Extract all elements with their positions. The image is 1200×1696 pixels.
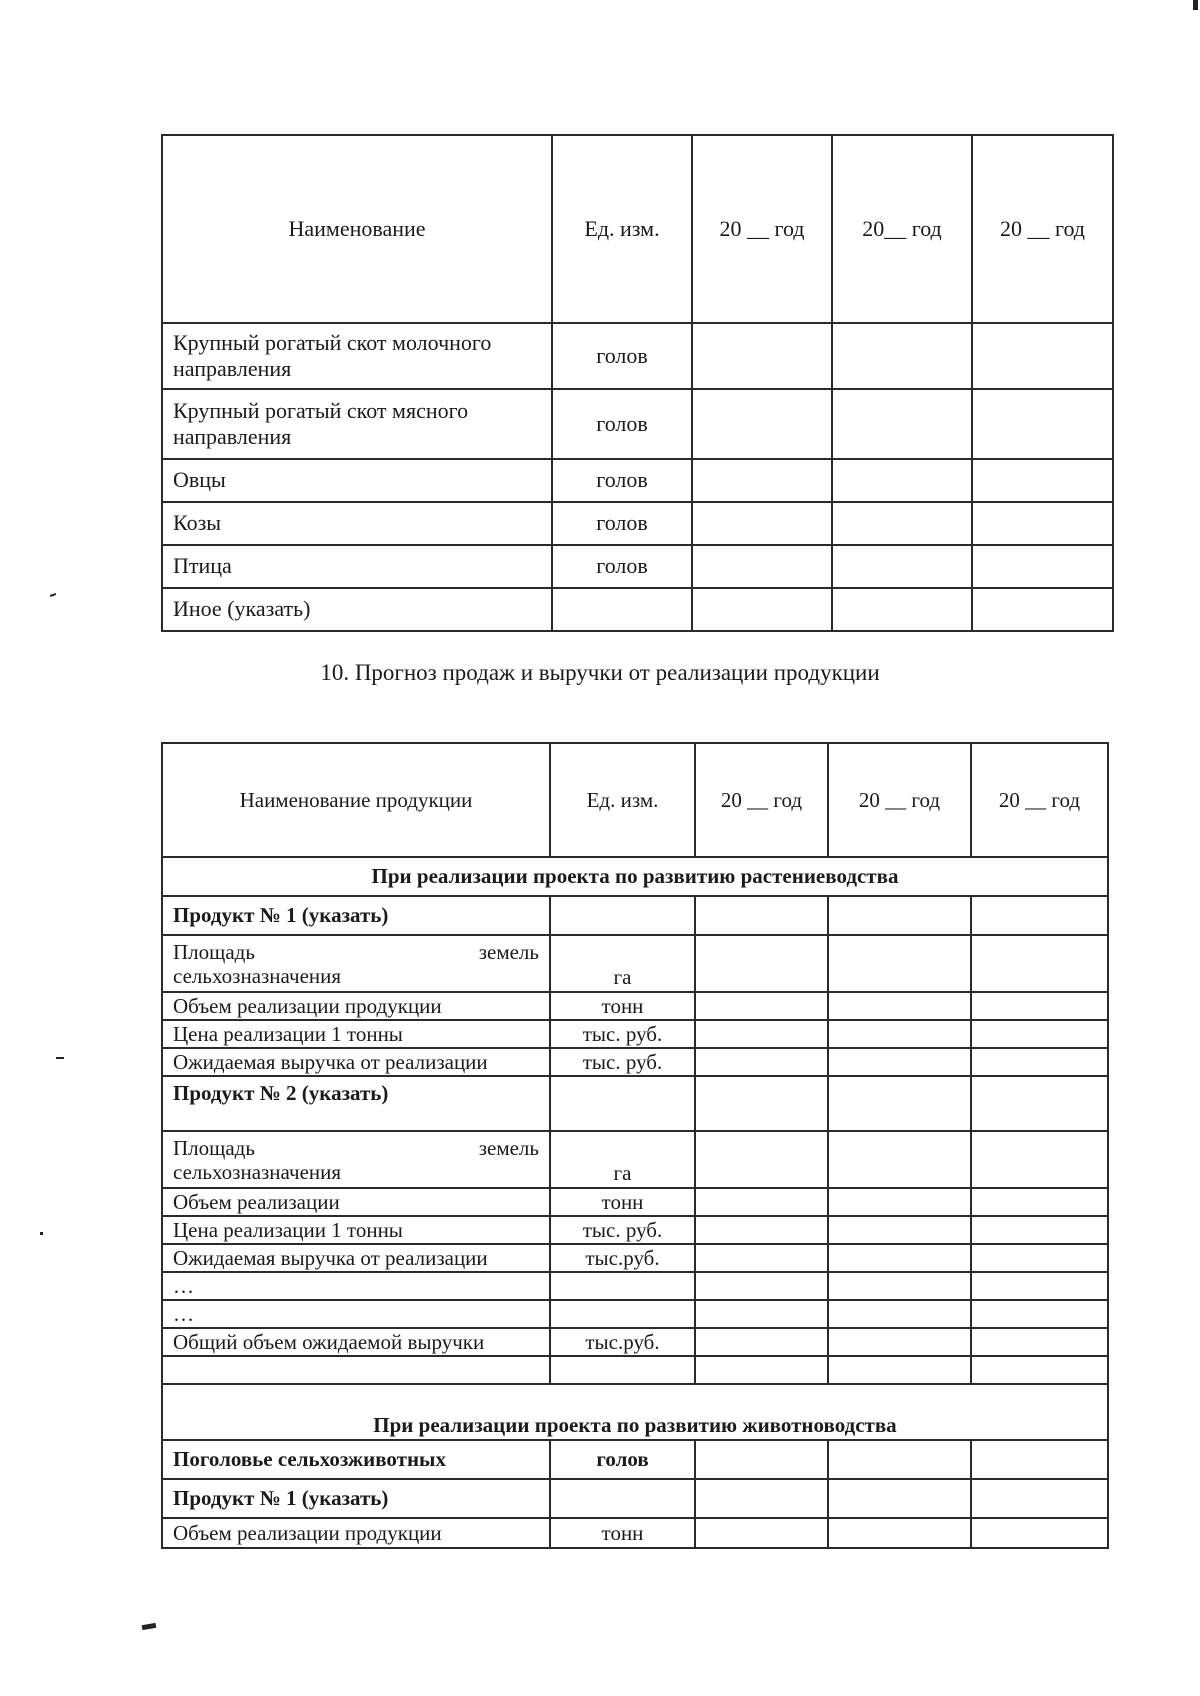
header-unit: Ед. изм. — [550, 743, 695, 857]
row-unit: тыс. руб. — [550, 1048, 695, 1076]
year-cell[interactable] — [692, 545, 832, 588]
row-name: Ожидаемая выручка от реализации — [162, 1048, 550, 1076]
year-cell[interactable] — [832, 502, 972, 545]
year-cell[interactable] — [972, 323, 1113, 389]
header-year-2: 20__ год — [832, 135, 972, 323]
product-title: Продукт № 1 (указать) — [162, 896, 550, 935]
table-row — [162, 1328, 1108, 1356]
year-cell[interactable] — [971, 1440, 1108, 1479]
row-name-part: сельхозназначения — [173, 964, 342, 989]
year-cell[interactable] — [692, 389, 832, 459]
table-row — [162, 1244, 1108, 1272]
year-cell[interactable] — [828, 1076, 971, 1131]
header-year-3: 20 __ год — [972, 135, 1113, 323]
table-row — [162, 1216, 1108, 1244]
header-year-2: 20 __ год — [828, 743, 971, 857]
year-cell[interactable] — [695, 1216, 828, 1244]
year-cell[interactable] — [695, 1300, 828, 1328]
row-name: Поголовье сельхозживотных — [162, 1440, 550, 1479]
scan-speck — [40, 1232, 43, 1235]
header-year-1: 20 __ год — [695, 743, 828, 857]
year-cell[interactable] — [971, 1328, 1108, 1356]
row-name: Крупный рогатый скот молочного направления — [162, 323, 552, 389]
row-unit: голов — [552, 545, 692, 588]
row-name-part: сельхозназначения — [173, 1160, 342, 1185]
row-unit: тонн — [550, 992, 695, 1020]
year-cell[interactable] — [692, 459, 832, 502]
year-cell[interactable] — [971, 1076, 1108, 1131]
table-row — [162, 992, 1108, 1020]
year-cell[interactable] — [828, 1328, 971, 1356]
row-name: Крупный рогатый скот мясного направления — [162, 389, 552, 459]
sales-forecast-table — [161, 742, 1109, 1549]
row-unit: голов — [552, 389, 692, 459]
row-unit: тонн — [550, 1518, 695, 1548]
year-cell[interactable] — [828, 1479, 971, 1518]
table-row — [162, 1076, 1108, 1131]
row-name: Объем реализации продукции — [162, 992, 550, 1020]
table-row — [162, 1479, 1108, 1518]
table-row — [162, 1188, 1108, 1216]
header-name: Наименование — [162, 135, 552, 323]
unit-cell — [550, 1300, 695, 1328]
row-name: Козы — [162, 502, 552, 545]
table-row — [162, 1356, 1108, 1384]
year-cell[interactable] — [972, 588, 1113, 631]
year-cell[interactable] — [832, 545, 972, 588]
scan-speck — [50, 593, 56, 597]
year-cell[interactable] — [695, 1440, 828, 1479]
table-row — [162, 1131, 1108, 1188]
row-unit — [552, 588, 692, 631]
row-unit: тыс. руб. — [550, 1216, 695, 1244]
year-cell[interactable] — [828, 1356, 971, 1384]
table-row — [162, 545, 1113, 588]
table-row — [162, 1300, 1108, 1328]
row-name-part: земель — [478, 1136, 539, 1160]
unit-cell — [550, 1356, 695, 1384]
table-row — [162, 389, 1113, 459]
year-cell[interactable] — [832, 389, 972, 459]
year-cell[interactable] — [972, 389, 1113, 459]
year-cell[interactable] — [828, 935, 971, 992]
year-cell[interactable] — [972, 459, 1113, 502]
row-name: Объем реализации — [162, 1188, 550, 1216]
year-cell[interactable] — [971, 896, 1108, 935]
year-cell[interactable] — [695, 1020, 828, 1048]
table-row — [162, 323, 1113, 389]
row-name — [162, 1131, 550, 1188]
table-row — [162, 588, 1113, 631]
row-name-part: земель — [478, 940, 539, 964]
row-unit: голов — [552, 502, 692, 545]
year-cell[interactable] — [971, 1048, 1108, 1076]
year-cell[interactable] — [971, 1020, 1108, 1048]
section-row — [162, 857, 1108, 896]
year-cell[interactable] — [828, 1216, 971, 1244]
row-name: Объем реализации продукции — [162, 1518, 550, 1548]
row-unit: тыс.руб. — [550, 1244, 695, 1272]
row-unit: голов — [552, 323, 692, 389]
year-cell[interactable] — [695, 1048, 828, 1076]
year-cell[interactable] — [695, 935, 828, 992]
year-cell[interactable] — [971, 992, 1108, 1020]
header-product-name: Наименование продукции — [162, 743, 550, 857]
year-cell[interactable] — [695, 1076, 828, 1131]
unit-cell — [550, 1479, 695, 1518]
table-header-row — [162, 135, 1113, 323]
year-cell[interactable] — [971, 1300, 1108, 1328]
year-cell[interactable] — [971, 935, 1108, 992]
row-unit: тонн — [550, 1188, 695, 1216]
ellipsis-row-name: … — [162, 1272, 550, 1300]
table-row — [162, 1020, 1108, 1048]
row-name: Овцы — [162, 459, 552, 502]
row-unit: голов — [552, 459, 692, 502]
row-name-part: Площадь — [173, 1136, 255, 1160]
year-cell[interactable] — [695, 1188, 828, 1216]
empty-cell — [162, 1356, 550, 1384]
product-title: Продукт № 1 (указать) — [162, 1479, 550, 1518]
year-cell[interactable] — [832, 588, 972, 631]
table-row — [162, 1440, 1108, 1479]
row-name: Ожидаемая выручка от реализации — [162, 1244, 550, 1272]
year-cell[interactable] — [828, 1518, 971, 1548]
year-cell[interactable] — [828, 992, 971, 1020]
unit-cell — [550, 1272, 695, 1300]
year-cell[interactable] — [695, 1244, 828, 1272]
year-cell[interactable] — [828, 896, 971, 935]
table-row — [162, 1518, 1108, 1548]
scan-speck — [142, 1623, 157, 1630]
year-cell[interactable] — [832, 323, 972, 389]
row-name: Цена реализации 1 тонны — [162, 1216, 550, 1244]
row-unit: голов — [550, 1440, 695, 1479]
section-row — [162, 1384, 1108, 1440]
year-cell[interactable] — [695, 1272, 828, 1300]
crop-section-title: При реализации проекта по развитию растениеводства — [162, 857, 1108, 896]
header-year-1: 20 __ год — [692, 135, 832, 323]
year-cell[interactable] — [692, 502, 832, 545]
year-cell[interactable] — [971, 1131, 1108, 1188]
year-cell[interactable] — [972, 502, 1113, 545]
year-cell[interactable] — [971, 1216, 1108, 1244]
table-header-row — [162, 743, 1108, 857]
year-cell[interactable] — [832, 459, 972, 502]
year-cell[interactable] — [971, 1518, 1108, 1548]
table-row — [162, 935, 1108, 992]
year-cell[interactable] — [828, 1300, 971, 1328]
year-cell[interactable] — [828, 1188, 971, 1216]
year-cell[interactable] — [971, 1244, 1108, 1272]
unit-cell — [550, 896, 695, 935]
row-name — [162, 935, 550, 992]
year-cell[interactable] — [695, 1518, 828, 1548]
year-cell[interactable] — [695, 1131, 828, 1188]
row-unit: тыс.руб. — [550, 1328, 695, 1356]
year-cell[interactable] — [828, 1020, 971, 1048]
row-name-part: Площадь — [173, 940, 255, 964]
year-cell[interactable] — [692, 588, 832, 631]
livestock-count-table — [161, 134, 1114, 632]
header-year-3: 20 __ год — [971, 743, 1108, 857]
year-cell[interactable] — [695, 896, 828, 935]
product-title: Продукт № 2 (указать) — [162, 1076, 550, 1131]
unit-cell — [550, 1076, 695, 1131]
header-unit: Ед. изм. — [552, 135, 692, 323]
scan-speck — [1193, 0, 1198, 10]
year-cell[interactable] — [828, 1048, 971, 1076]
year-cell[interactable] — [828, 1272, 971, 1300]
year-cell[interactable] — [828, 1244, 971, 1272]
scan-speck — [56, 1057, 64, 1059]
section-title: 10. Прогноз продаж и выручки от реализации продукции — [320, 660, 880, 685]
row-unit: га — [550, 935, 695, 992]
ellipsis-row-name: … — [162, 1300, 550, 1328]
row-unit: тыс. руб. — [550, 1020, 695, 1048]
year-cell[interactable] — [971, 1479, 1108, 1518]
year-cell[interactable] — [695, 1479, 828, 1518]
table-row — [162, 896, 1108, 935]
year-cell[interactable] — [695, 1356, 828, 1384]
year-cell[interactable] — [971, 1356, 1108, 1384]
year-cell[interactable] — [692, 323, 832, 389]
table-row — [162, 459, 1113, 502]
year-cell[interactable] — [828, 1440, 971, 1479]
table-row — [162, 1272, 1108, 1300]
row-name: Цена реализации 1 тонны — [162, 1020, 550, 1048]
livestock-section-title: При реализации проекта по развитию животноводства — [162, 1384, 1108, 1440]
table-row — [162, 502, 1113, 545]
table-row — [162, 1048, 1108, 1076]
row-unit: га — [550, 1131, 695, 1188]
year-cell[interactable] — [971, 1188, 1108, 1216]
row-name: Общий объем ожидаемой выручки — [162, 1328, 550, 1356]
year-cell[interactable] — [695, 992, 828, 1020]
year-cell[interactable] — [971, 1272, 1108, 1300]
year-cell[interactable] — [828, 1131, 971, 1188]
year-cell[interactable] — [695, 1328, 828, 1356]
year-cell[interactable] — [972, 545, 1113, 588]
row-name: Иное (указать) — [162, 588, 552, 631]
row-name: Птица — [162, 545, 552, 588]
